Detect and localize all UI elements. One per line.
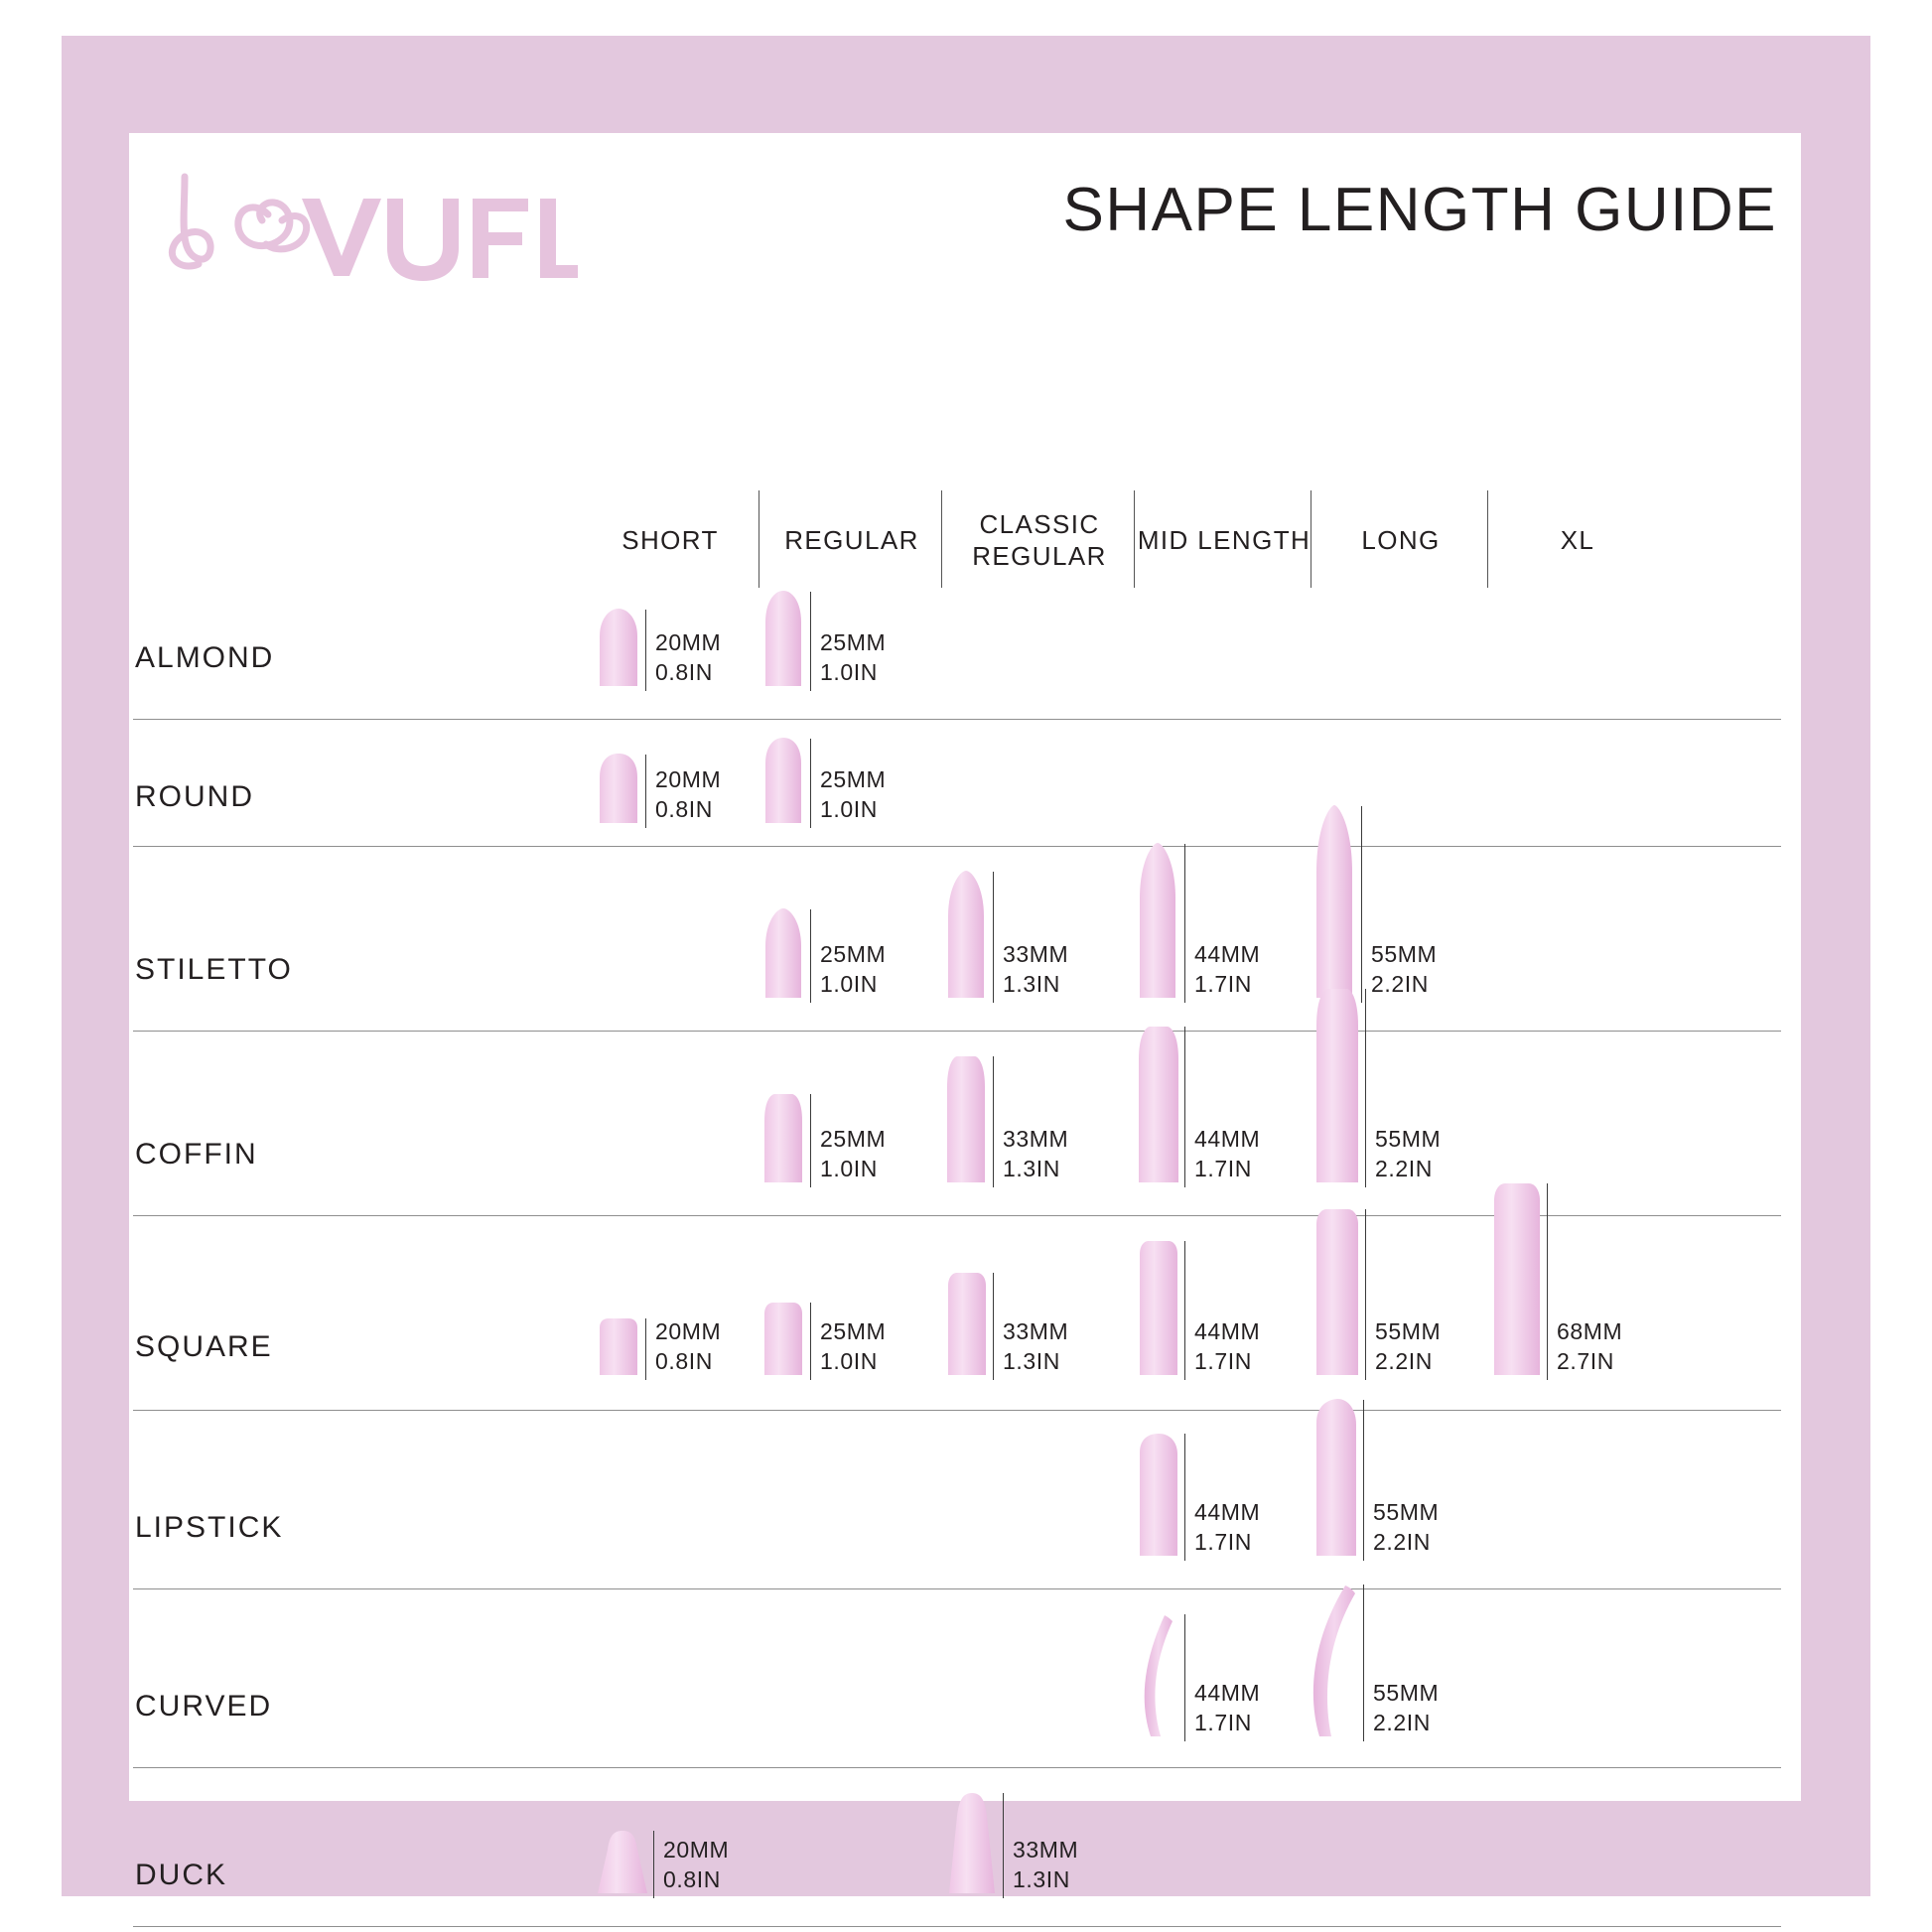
measure-tick <box>645 755 646 828</box>
lovful-script-logo <box>151 159 578 298</box>
measure-tick <box>1365 1209 1366 1380</box>
measure-stiletto-long: 55MM 2.2IN <box>1371 941 1438 997</box>
page-title: SHAPE LENGTH GUIDE <box>1062 176 1777 244</box>
nail-cell-square-mid-length <box>1135 1238 1182 1380</box>
table-row <box>129 1031 1801 1215</box>
measure-square-xl: 68MM 2.7IN <box>1557 1318 1623 1374</box>
nail-cell-almond-regular <box>760 589 806 691</box>
nail-almond-icon <box>760 589 806 686</box>
measure-duck-short: 20MM 0.8IN <box>663 1837 730 1892</box>
measure-tick <box>810 1303 811 1380</box>
nail-cell-almond-short <box>596 607 641 691</box>
measure-lipstick-long: 55MM 2.2IN <box>1373 1499 1440 1555</box>
measure-tick <box>993 1056 994 1187</box>
nail-cell-coffin-regular <box>760 1091 806 1187</box>
measure-square-long: 55MM 2.2IN <box>1375 1318 1442 1374</box>
measure-coffin-classic-regular: 33MM 1.3IN <box>1003 1126 1069 1181</box>
row-label-coffin: COFFIN <box>135 1138 258 1171</box>
nail-cell-lipstick-mid-length <box>1135 1431 1182 1561</box>
row-label-square: SQUARE <box>135 1330 273 1363</box>
measure-square-mid-length: 44MM 1.7IN <box>1194 1318 1261 1374</box>
nail-duck-icon <box>594 1828 651 1893</box>
measure-tick <box>1184 1614 1185 1741</box>
measure-curved-mid-length: 44MM 1.7IN <box>1194 1680 1261 1735</box>
nail-stiletto-icon <box>1311 803 1357 998</box>
measure-tick <box>810 1094 811 1187</box>
measure-tick <box>1184 1027 1185 1187</box>
column-header-xl: XL <box>1560 524 1595 555</box>
measure-tick <box>993 1273 994 1380</box>
measure-tick <box>1365 989 1366 1187</box>
column-header-classic-regular: CLASSIC REGULAR <box>972 508 1107 571</box>
nail-lipstick-icon <box>1311 1397 1361 1556</box>
measure-tick <box>1184 1434 1185 1561</box>
nail-cell-duck-short <box>594 1828 651 1898</box>
nail-cell-square-regular <box>760 1300 806 1380</box>
measure-tick <box>653 1831 654 1898</box>
nail-square-icon <box>596 1315 641 1375</box>
measure-tick <box>810 592 811 691</box>
measure-lipstick-mid-length: 44MM 1.7IN <box>1194 1499 1261 1555</box>
nail-square-icon <box>943 1270 991 1375</box>
nail-cell-square-xl <box>1489 1180 1545 1380</box>
measure-square-short: 20MM 0.8IN <box>655 1318 722 1374</box>
nail-cell-stiletto-classic-regular <box>943 869 989 1003</box>
nail-cell-stiletto-regular <box>760 906 806 1003</box>
row-label-round: ROUND <box>135 780 254 813</box>
nail-cell-lipstick-long <box>1311 1397 1361 1561</box>
nail-round-icon <box>760 736 806 823</box>
nail-cell-stiletto-mid-length <box>1135 841 1180 1003</box>
nail-cell-duck-classic-regular <box>943 1790 1001 1898</box>
nail-cell-square-classic-regular <box>943 1270 991 1380</box>
nail-cell-coffin-long <box>1311 986 1363 1187</box>
nail-cell-stiletto-long <box>1311 803 1357 1003</box>
measure-coffin-mid-length: 44MM 1.7IN <box>1194 1126 1261 1181</box>
guide-content <box>129 133 1801 1892</box>
nail-square-icon <box>1311 1206 1363 1375</box>
table-row <box>129 560 1801 719</box>
measure-tick <box>1184 844 1185 1003</box>
nail-coffin-icon <box>1135 1024 1182 1182</box>
measure-stiletto-regular: 25MM 1.0IN <box>820 941 887 997</box>
nail-square-icon <box>760 1300 806 1375</box>
nail-duck-icon <box>943 1790 1001 1893</box>
measure-tick <box>1003 1793 1004 1898</box>
measure-almond-short: 20MM 0.8IN <box>655 629 722 685</box>
nail-lipstick-icon <box>1135 1431 1182 1556</box>
measure-tick <box>1361 806 1362 1003</box>
measure-curved-long: 55MM 2.2IN <box>1373 1680 1440 1735</box>
nail-cell-square-long <box>1311 1206 1363 1380</box>
nail-round-icon <box>596 752 641 823</box>
column-header-regular: REGULAR <box>784 524 919 555</box>
row-divider <box>133 1926 1781 1927</box>
measure-tick <box>645 610 646 691</box>
nail-square-icon <box>1135 1238 1182 1375</box>
nail-stiletto-icon <box>943 869 989 998</box>
measure-tick <box>993 872 994 1003</box>
nail-cell-round-regular <box>760 736 806 828</box>
measure-stiletto-classic-regular: 33MM 1.3IN <box>1003 941 1069 997</box>
measure-tick <box>1184 1241 1185 1380</box>
nail-cell-coffin-classic-regular <box>943 1053 989 1187</box>
row-label-lipstick: LIPSTICK <box>135 1511 284 1544</box>
nail-stiletto-icon <box>1135 841 1180 998</box>
measure-stiletto-mid-length: 44MM 1.7IN <box>1194 941 1261 997</box>
measure-tick <box>1363 1585 1364 1741</box>
row-label-duck: DUCK <box>135 1859 228 1891</box>
column-header-long: LONG <box>1361 524 1441 555</box>
measure-almond-regular: 25MM 1.0IN <box>820 629 887 685</box>
nail-curved-icon <box>1306 1582 1361 1736</box>
measure-square-classic-regular: 33MM 1.3IN <box>1003 1318 1069 1374</box>
measure-duck-classic-regular: 33MM 1.3IN <box>1013 1837 1079 1892</box>
nail-cell-square-short <box>596 1315 641 1380</box>
column-header-short: SHORT <box>621 524 719 555</box>
nail-cell-round-short <box>596 752 641 828</box>
table-row <box>129 1588 1801 1767</box>
table-row <box>129 1767 1801 1926</box>
nail-cell-coffin-mid-length <box>1135 1024 1182 1187</box>
measure-round-regular: 25MM 1.0IN <box>820 766 887 822</box>
nail-coffin-icon <box>1311 986 1363 1182</box>
measure-tick <box>1363 1400 1364 1561</box>
measure-tick <box>810 739 811 828</box>
measure-tick <box>810 909 811 1003</box>
table-row <box>129 846 1801 1031</box>
table-row <box>129 719 1801 846</box>
nail-stiletto-icon <box>760 906 806 998</box>
table-row <box>129 1410 1801 1588</box>
nail-coffin-icon <box>943 1053 989 1182</box>
nail-almond-icon <box>596 607 641 686</box>
nail-cell-curved-long <box>1306 1582 1361 1741</box>
column-header-mid-length: MID LENGTH <box>1137 524 1311 555</box>
nail-cell-curved-mid-length <box>1135 1611 1182 1741</box>
measure-round-short: 20MM 0.8IN <box>655 766 722 822</box>
measure-tick <box>645 1318 646 1380</box>
measure-tick <box>1547 1183 1548 1380</box>
row-label-stiletto: STILETTO <box>135 953 293 986</box>
measure-coffin-long: 55MM 2.2IN <box>1375 1126 1442 1181</box>
measure-coffin-regular: 25MM 1.0IN <box>820 1126 887 1181</box>
row-label-curved: CURVED <box>135 1690 273 1723</box>
measure-square-regular: 25MM 1.0IN <box>820 1318 887 1374</box>
nail-coffin-icon <box>760 1091 806 1182</box>
row-label-almond: ALMOND <box>135 641 275 674</box>
nail-curved-icon <box>1135 1611 1182 1736</box>
nail-square-icon <box>1489 1180 1545 1375</box>
table-row <box>129 1215 1801 1410</box>
